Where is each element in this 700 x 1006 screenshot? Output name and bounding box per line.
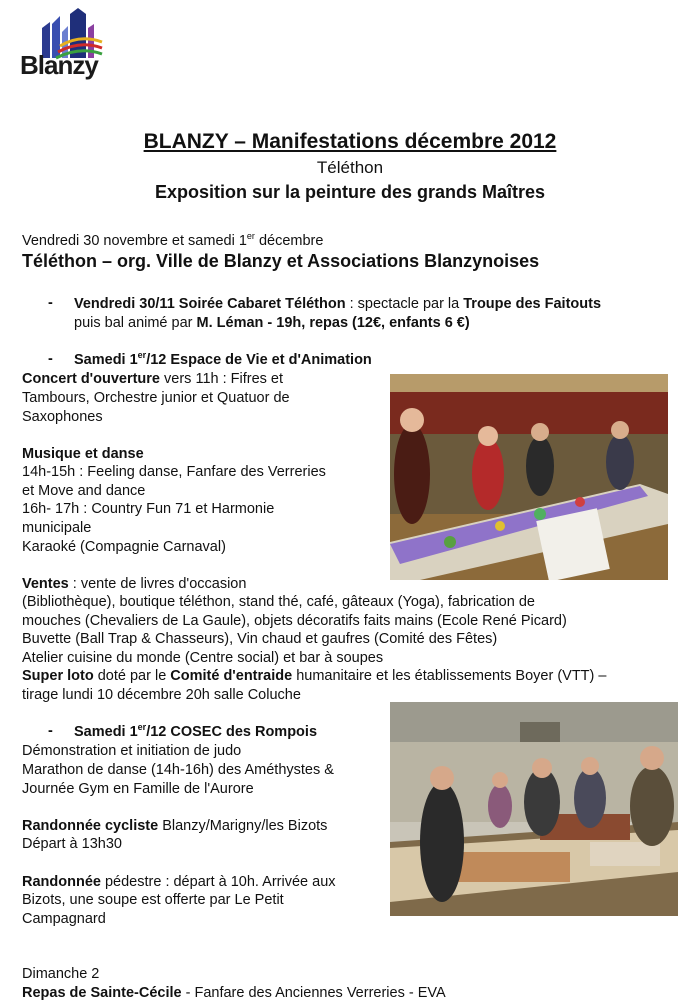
ventes-text: : vente de livres d'occasion <box>68 576 247 592</box>
musique-line: municipale <box>22 520 92 536</box>
concert-line <box>22 370 283 389</box>
blanzy-logo <box>20 6 104 80</box>
bullet-dash: - <box>48 295 53 311</box>
sainte-cecile-text: - Fanfare des Anciennes Verreries - EVA <box>181 985 446 1001</box>
rando-cycliste-line <box>22 817 327 836</box>
bullet-sup: er <box>137 722 147 733</box>
bullet-cabaret-line2 <box>74 314 470 333</box>
musique-line: Karaoké (Compagnie Carnaval) <box>22 539 226 555</box>
bullet-sup: er <box>137 350 147 361</box>
ventes-line: Buvette (Ball Trap & Chasseurs), Vin chaud et gaufres (Comité des Fêtes) <box>22 631 498 647</box>
loto-org: Comité d'entraide <box>170 668 293 684</box>
loto-line: tirage lundi 10 décembre 20h salle Coluche <box>22 687 301 703</box>
bullet-dash: - <box>48 351 53 367</box>
loto-text: doté par le <box>93 668 171 684</box>
rando-pedestre-line <box>22 873 336 892</box>
photo-illustration <box>390 374 668 580</box>
bullet-cosec <box>74 723 317 742</box>
bullet-text: Samedi 1 <box>74 724 138 740</box>
dimanche-line <box>22 984 446 1003</box>
photo-illustration <box>390 702 678 916</box>
concert-line: Tambours, Orchestre junior et Quatuor de <box>22 390 290 406</box>
page-title: BLANZY – Manifestations décembre 2012 <box>143 130 557 153</box>
ventes-title: Ventes <box>22 576 69 592</box>
intro-date <box>22 232 323 251</box>
bullet-cabaret <box>74 295 601 314</box>
loto-line <box>22 667 606 686</box>
telethon-stand-photo <box>390 374 668 580</box>
rando-title: Randonnée cycliste <box>22 818 159 834</box>
bullet-text: /12 COSEC des Rompois <box>146 724 318 740</box>
page-subtitle: Téléthon <box>316 158 384 177</box>
ventes-line <box>22 575 246 594</box>
loto-title: Super loto <box>22 668 94 684</box>
musique-line: 16h- 17h : Country Fun 71 et Harmonie <box>22 501 275 517</box>
ventes-line: Atelier cuisine du monde (Centre social) et bar à soupes <box>22 650 384 666</box>
logo-text: Blanzy <box>20 50 98 80</box>
cabaret-text: puis bal animé par <box>74 315 197 331</box>
rando2-title: Randonnée <box>22 874 101 890</box>
cosec-line: Démonstration et initiation de judo <box>22 743 242 759</box>
rando2-text: pédestre : départ à 10h. Arrivée aux <box>100 874 336 890</box>
cabaret-price: - 19h, repas (12€, enfants 6 €) <box>263 315 470 331</box>
cosec-line: Journée Gym en Famille de l'Aurore <box>22 781 254 797</box>
ventes-line: mouches (Chevaliers de La Gaule), objets décoratifs faits mains (Ecole René Picard) <box>22 613 567 629</box>
telethon-heading: Téléthon – org. Ville de Blanzy et Associations Blanzynoises <box>22 251 540 271</box>
cabaret-text: : spectacle par la <box>345 296 464 312</box>
concert-text: vers 11h : Fifres et <box>160 371 284 387</box>
book-sale-photo <box>390 702 678 916</box>
concert-title: Concert d'ouverture <box>22 371 160 387</box>
cabaret-host: M. Léman <box>196 315 264 331</box>
bullet-espace-vie <box>74 351 372 370</box>
rando-text: Blanzy/Marigny/les Bizots <box>158 818 328 834</box>
cosec-line: Marathon de danse (14h-16h) des Améthystes & <box>22 762 334 778</box>
rando-pedestre-line: Campagnard <box>22 911 106 927</box>
page-subtitle-2: Exposition sur la peinture des grands Maîtres <box>154 182 546 202</box>
intro-date-part: Vendredi 30 novembre et samedi 1 <box>22 233 247 249</box>
ventes-line: (Bibliothèque), boutique téléthon, stand thé, café, gâteaux (Yoga), fabrication de <box>22 594 535 610</box>
musique-line: et Move and dance <box>22 483 146 499</box>
rando-cycliste-line: Départ à 13h30 <box>22 836 122 852</box>
intro-date-sup: er <box>246 231 255 242</box>
bullet-dash: - <box>48 723 53 739</box>
rando-pedestre-line: Bizots, une soupe est offerte par Le Petit <box>22 892 284 908</box>
dimanche-line: Dimanche 2 <box>22 966 100 982</box>
cabaret-troupe: Troupe des Faitouts <box>463 296 602 312</box>
musique-heading: Musique et danse <box>22 446 144 462</box>
concert-line: Saxophones <box>22 409 103 425</box>
musique-line: 14h-15h : Feeling danse, Fanfare des Verreries <box>22 464 326 480</box>
intro-date-part: décembre <box>254 233 324 249</box>
bullet-text: /12 Espace de Vie et d'Animation <box>146 352 372 368</box>
bullet-text: Samedi 1 <box>74 352 138 368</box>
cabaret-title: Vendredi 30/11 Soirée Cabaret Téléthon <box>74 296 346 312</box>
sainte-cecile-title: Repas de Sainte-Cécile <box>22 985 182 1001</box>
loto-text: humanitaire et les établissements Boyer (VTT) – <box>292 668 607 684</box>
